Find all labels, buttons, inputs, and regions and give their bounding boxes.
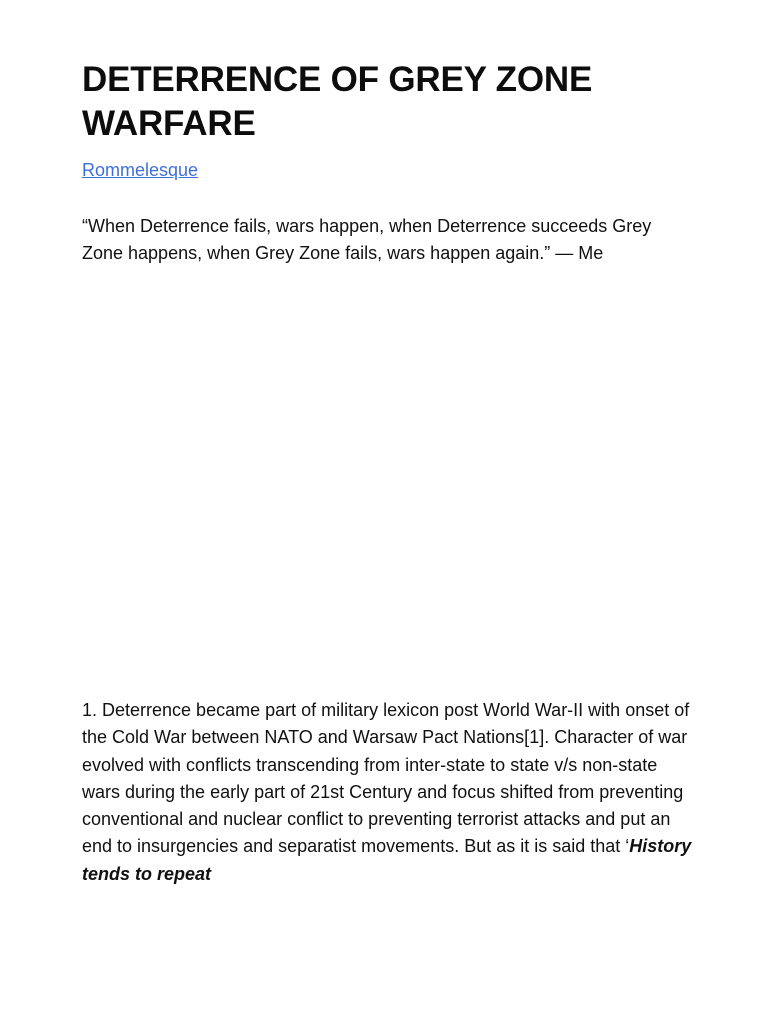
paragraph-1-emphasis: History tends to repeat — [82, 836, 692, 884]
article-title: DETERRENCE OF GREY ZONE WARFARE — [82, 60, 593, 143]
epigraph-quote: “When Deterrence fails, wars happen, when Deterrence succeeds Grey Zone happens, when Grey Zone fails, wars happen again.” — Me — [82, 216, 652, 263]
author-link[interactable]: Rommelesque — [82, 160, 199, 180]
article — [82, 58, 692, 888]
paragraph-1 — [82, 697, 692, 888]
paragraph-1-text: 1. Deterrence became part of military lexicon post World War-II with onset of the Cold War between NATO and Warsaw Pact Nations[1]. Character of war evolved with conflicts transcending from inter-state to state v/s non-state wars during the early part of 21st Century and focus shifted from preventing conventional and nuclear conflict to preventing terrorist attacks and put an end to insurgencies and separatist movements. But as it is said that ‘ — [82, 700, 690, 857]
image-placeholder — [82, 267, 692, 697]
